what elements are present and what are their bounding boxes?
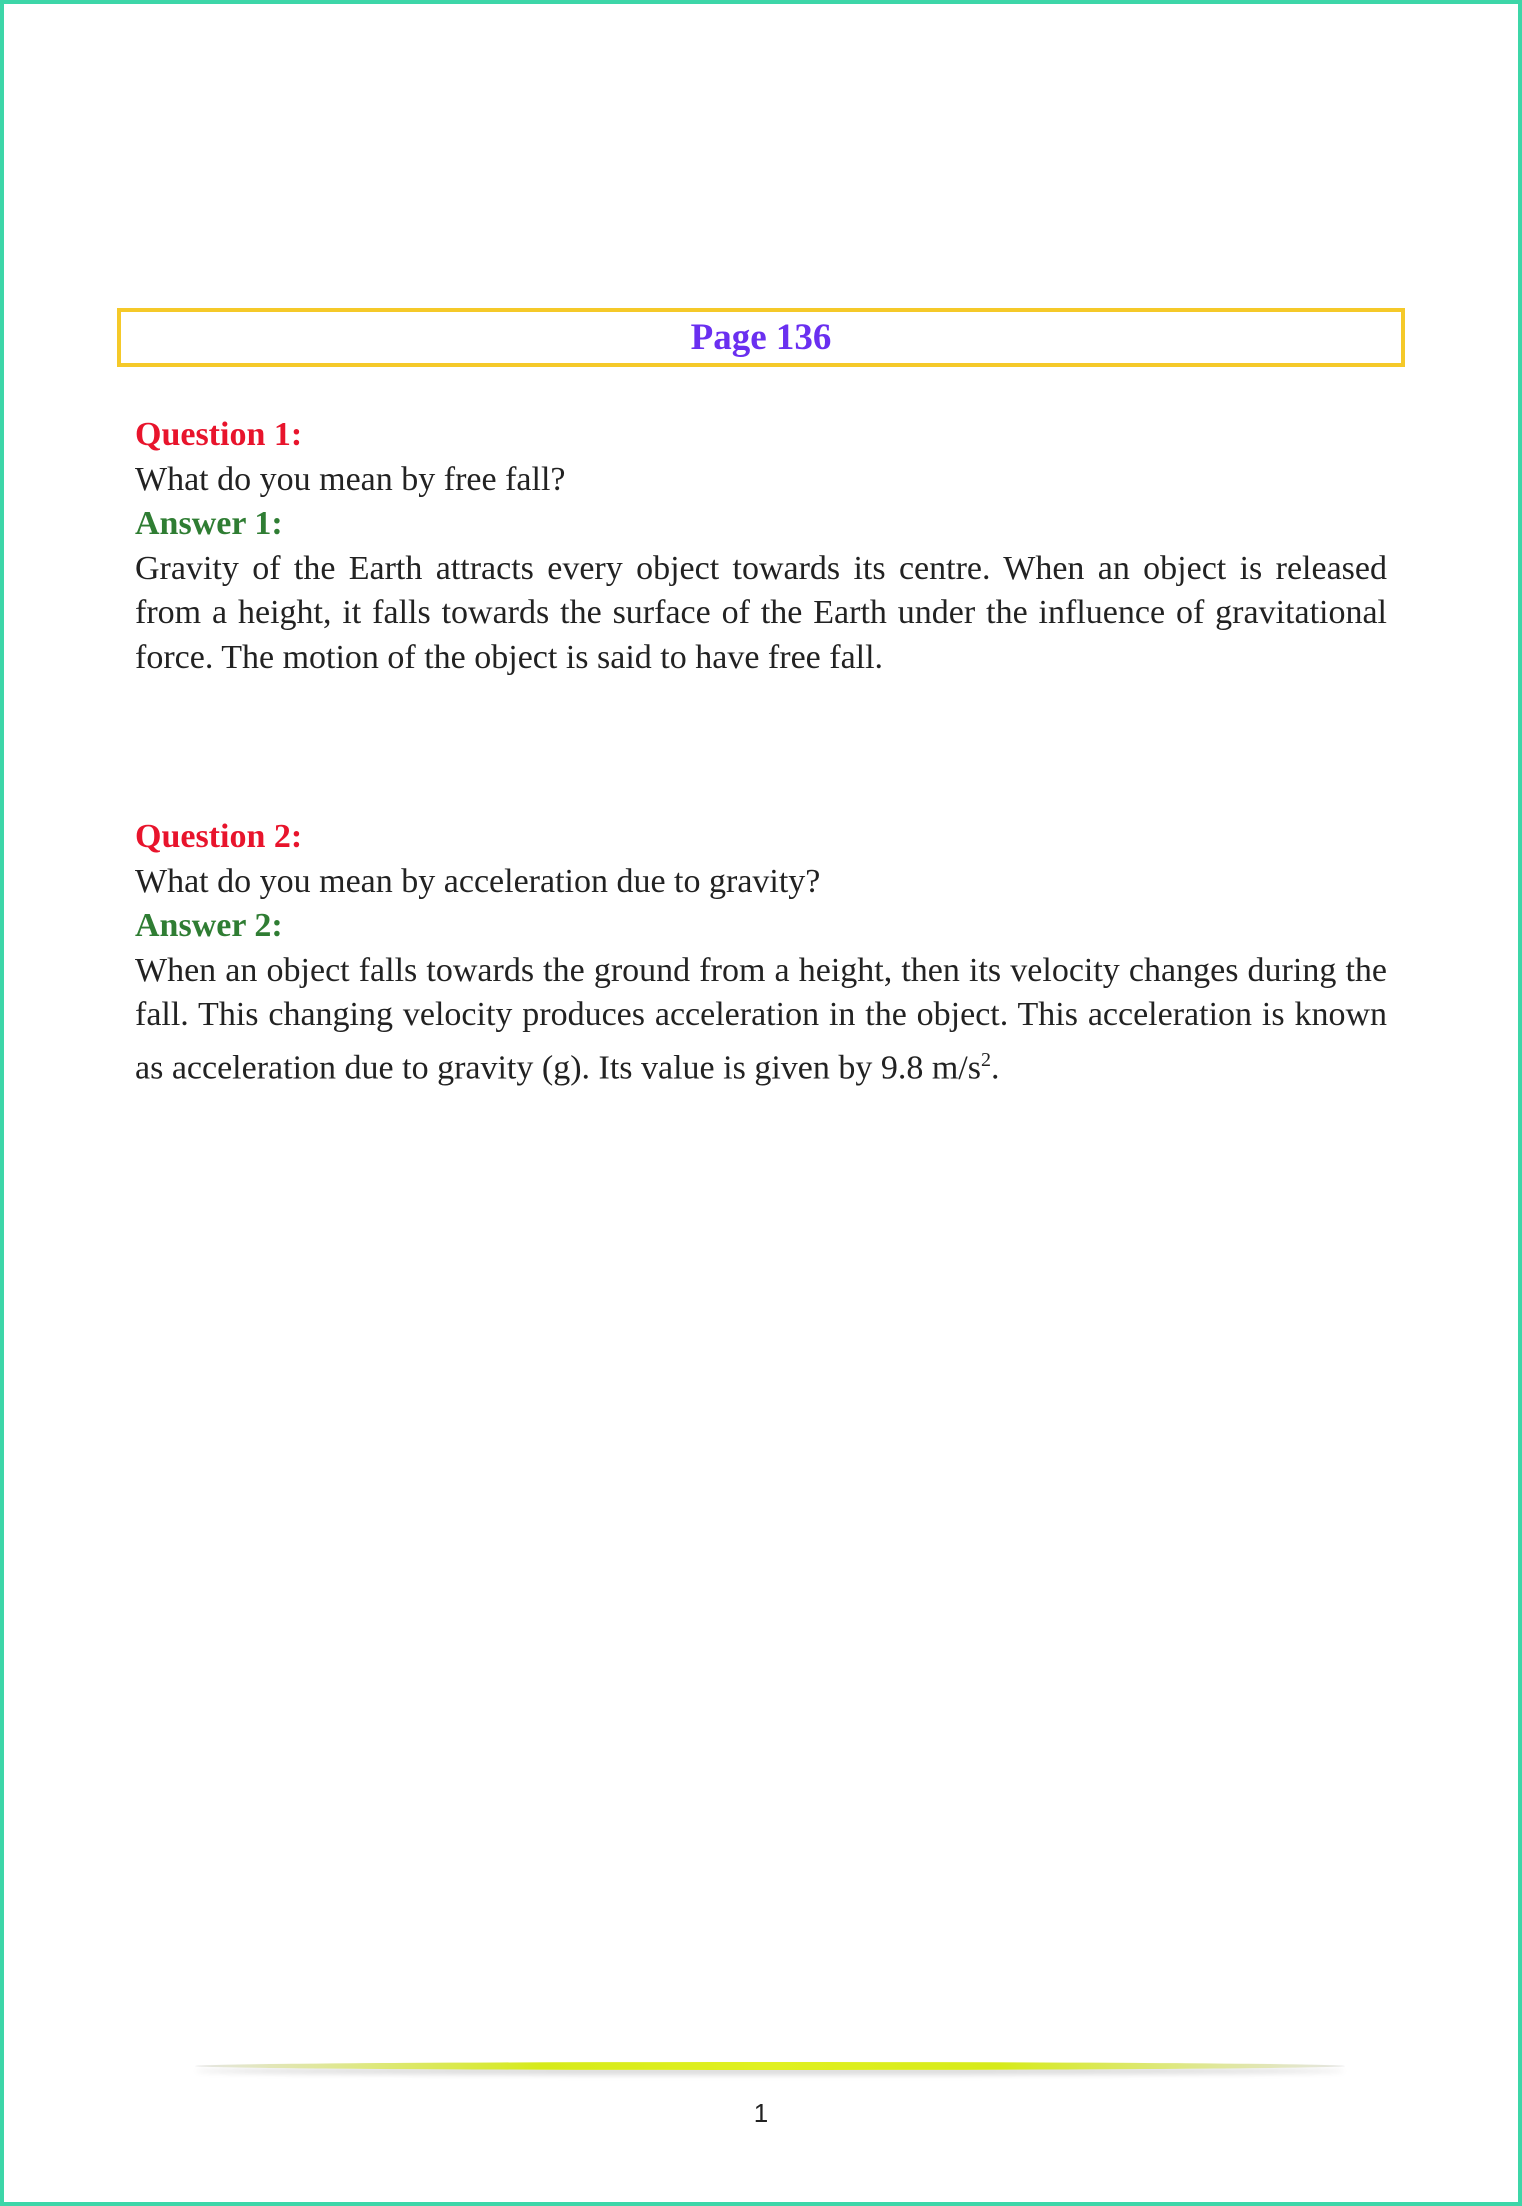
answer-superscript: 2 [980,1048,991,1071]
page-header-box [117,308,1405,367]
page-title: Page 136 [690,317,832,358]
answer-label: Answer 1: [135,505,283,542]
question-label: Question 1: [135,416,303,453]
qa-item-2 [135,815,1387,1090]
answer-text: Gravity of the Earth attracts every object towards its centre. When an object is released from a height, it falls towards the surface of the Earth under the influence of gravitational force. The motion of the object is said to have free fall. [135,549,1387,676]
question-text: What do you mean by acceleration due to gravity? [135,862,821,900]
question-label: Question 2: [135,818,303,855]
page-number: 1 [753,2098,769,2128]
answer-text [135,949,1387,1091]
answer-label: Answer 2: [135,907,283,944]
answer-end: . [990,1048,1000,1086]
qa-item-1 [135,413,1387,680]
footer-divider [195,2062,1345,2070]
question-text: What do you mean by free fall? [135,460,566,498]
answer-main: When an object falls towards the ground from a height, then its velocity changes during the fall. This changing velocity produces acceleration in the object. This acceleration is known as acceleration due to gravity (g). Its value is given by 9.8 m/s [135,951,1387,1086]
